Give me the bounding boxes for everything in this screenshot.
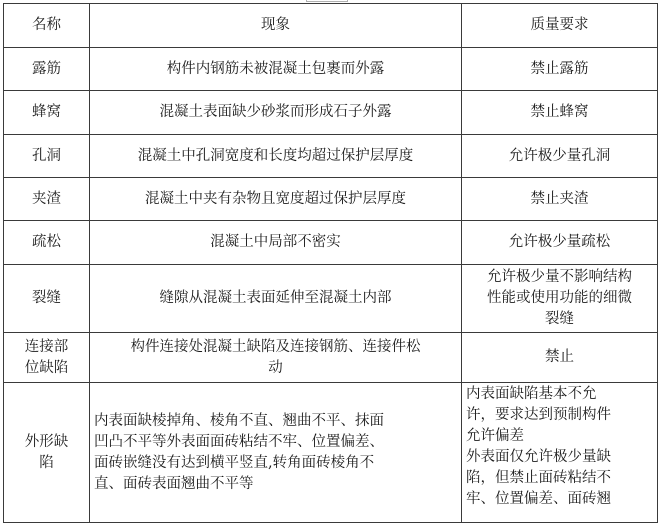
table-row	[4, 333, 658, 383]
cell-name: 夹渣	[4, 178, 90, 221]
table-row	[4, 265, 658, 333]
header-requirement: 质量要求	[462, 4, 658, 48]
cell-phenomenon: 混凝土中夹有杂物且宽度超过保护层厚度	[90, 178, 462, 221]
cell-requirement: 禁止露筋	[462, 48, 658, 91]
cell-phenomenon: 构件连接处混凝土缺陷及连接钢筋、连接件松 动	[90, 333, 462, 383]
cell-requirement: 禁止	[462, 333, 658, 383]
table-row	[4, 178, 658, 221]
header-name: 名称	[4, 4, 90, 48]
cell-phenomenon: 缝隙从混凝土表面延伸至混凝土内部	[90, 265, 462, 333]
cell-requirement: 禁止蜂窝	[462, 91, 658, 135]
cell-name: 露筋	[4, 48, 90, 91]
page-top-mark	[306, 0, 348, 2]
cell-name: 连接部 位缺陷	[4, 333, 90, 383]
table-row	[4, 221, 658, 265]
cell-requirement: 内表面缺陷基本不允 许，要求达到预制构件 允许偏差 外表面仅允许极少量缺 陷，但禁止面砖粘结不 牢、位置偏差、面砖翘	[462, 383, 658, 523]
table-body	[4, 48, 658, 523]
cell-requirement: 允许极少量孔洞	[462, 135, 658, 178]
cell-requirement: 允许极少量不影响结构 性能或使用功能的细微 裂缝	[462, 265, 658, 333]
cell-name: 外形缺 陷	[4, 383, 90, 523]
cell-name: 蜂窝	[4, 91, 90, 135]
cell-requirement: 允许极少量疏松	[462, 221, 658, 265]
defect-quality-table	[3, 3, 658, 523]
cell-requirement: 禁止夹渣	[462, 178, 658, 221]
cell-name: 裂缝	[4, 265, 90, 333]
cell-phenomenon: 构件内钢筋未被混凝土包裹而外露	[90, 48, 462, 91]
cell-phenomenon: 混凝土表面缺少砂浆而形成石子外露	[90, 91, 462, 135]
header-phenomenon: 现象	[90, 4, 462, 48]
table-row	[4, 48, 658, 91]
table-header	[4, 4, 658, 48]
cell-name: 孔洞	[4, 135, 90, 178]
table-row	[4, 135, 658, 178]
cell-phenomenon: 混凝土中孔洞宽度和长度均超过保护层厚度	[90, 135, 462, 178]
cell-phenomenon: 内表面缺棱掉角、棱角不直、翘曲不平、抹面 凹凸不平等外表面面砖粘结不牢、位置偏差、 面砖嵌缝没有达到横平竖直,转角面砖棱角不 直、面砖表面翘曲不平等	[90, 383, 462, 523]
header-row	[4, 4, 658, 48]
cell-phenomenon: 混凝土中局部不密实	[90, 221, 462, 265]
table-row	[4, 383, 658, 523]
table-row	[4, 91, 658, 135]
cell-name: 疏松	[4, 221, 90, 265]
